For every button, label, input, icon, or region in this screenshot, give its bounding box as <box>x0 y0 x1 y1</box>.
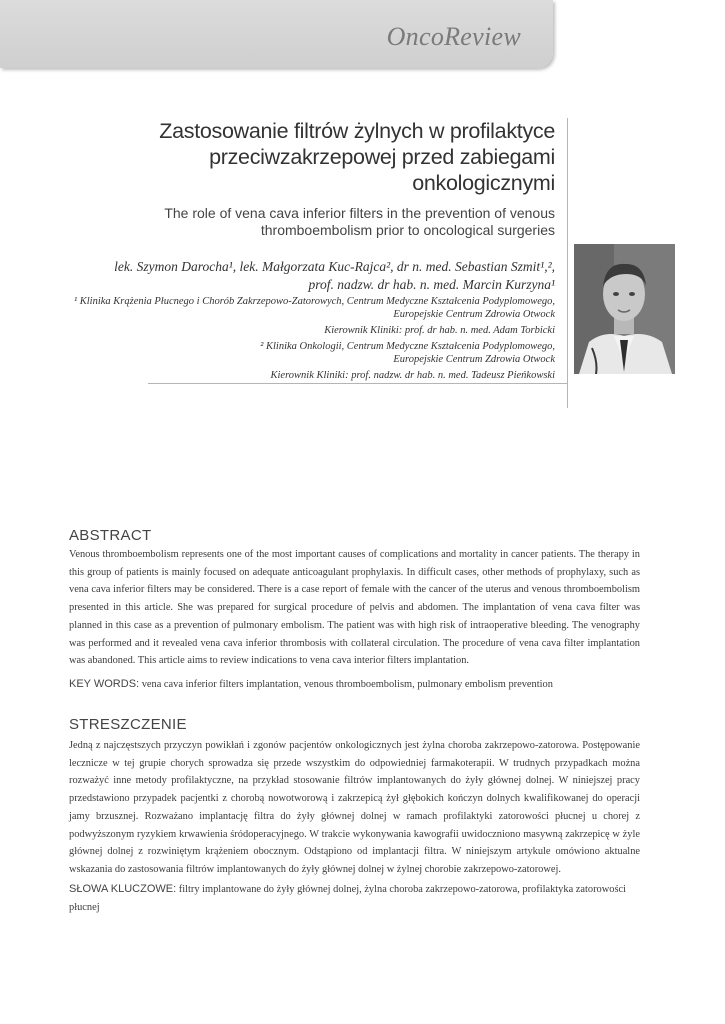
journal-header-band <box>0 0 553 68</box>
affiliation-line: Europejskie Centrum Zdrowia Otwock <box>393 308 555 320</box>
title-en-line: thromboembolism prior to oncological surgeries <box>260 222 555 238</box>
abstract-text: Venous thromboembolism represents one of the most important causes of complications and mortality in cancer patients. The therapy in this group of patients is mainly focused on adequate anticoagulant prophylaxis. In difficult cases, other methods of prophylaxy, such as vena cava inferior filters may be considered. There is a case report of female with the cancer of the uterus and venous thromboembolism presented in this article. She was prepared for surgical procedure of pelvis and abdomen. The implantation of vena cava filter was planned in this case as a prevention of pulmonary embolism. The patient was with high risk of intraoperative bleeding. The venography was performed and it revealed vena cava inferior thrombosis with collateral circulation. The procedure of vena cava filter implantation was abandoned. This article aims to review indications to vena cava interior filters implantation. <box>69 549 640 667</box>
affiliation-1 <box>20 296 555 338</box>
vertical-divider <box>567 118 568 408</box>
title-pl-line: Zastosowanie filtrów żylnych w profilaktyce <box>159 119 555 143</box>
author-portrait-image <box>574 244 675 374</box>
affiliation-line: Europejskie Centrum Zdrowia Otwock <box>393 353 555 365</box>
streszczenie-keywords <box>69 881 640 916</box>
author-line: lek. Szymon Darocha¹, lek. Małgorzata Kuc-Rajca², dr n. med. Sebastian Szmit¹,², <box>114 259 555 274</box>
affiliation-line: Kierownik Kliniki: prof. dr hab. n. med. Adam Torbicki <box>324 325 555 336</box>
title-en-line: The role of vena cava inferior filters in the prevention of venous <box>164 205 555 221</box>
journal-name: OncoReview <box>386 22 521 51</box>
abstract-keywords <box>69 676 640 694</box>
title-pl-line: onkologicznymi <box>412 171 555 195</box>
author-line: prof. nadzw. dr hab. n. med. Marcin Kurzyna¹ <box>308 277 555 292</box>
keywords-label: KEY WORDS: <box>69 678 140 690</box>
horizontal-divider <box>148 383 567 384</box>
affiliation-line: ² Klinika Onkologii, Centrum Medyczne Kształcenia Podyplomowego, <box>260 341 555 352</box>
affiliation-2 <box>20 341 555 383</box>
title-pl-line: przeciwzakrzepowej przed zabiegami <box>209 145 555 169</box>
author-list <box>40 258 555 294</box>
article-title-en <box>120 205 555 239</box>
author-photo <box>574 244 675 374</box>
keywords-label: SŁOWA KLUCZOWE: <box>69 883 177 895</box>
keywords-text: vena cava inferior filters implantation, venous thromboembolism, pulmonary embolism prevention <box>139 679 553 690</box>
article-title-pl <box>60 118 555 196</box>
streszczenie-text: Jedną z najczęstszych przyczyn powikłań i zgonów pacjentów onkologicznych jest żylna choroba zakrzepowo-zatorowa. Postępowanie lecznicze w tej grupie chorych sprowadza się przede wszystkim do odpowiedniej farmakoterapii. W trudnych przypadkach można rozważyć inne metody profilaktyczne, na przykład stosowanie filtrów implantowanych do żyły głównej dolnej. W niniejszej pracy przedstawiono przypadek pacjentki z chorobą nowotworową i zakrzepicą żył głębokich kończyn dolnych kwalifikowanej do operacji jamy brzusznej. Rozważano implantację filtra do żyły głównej dolnej w ramach profilaktyki zatorowości płucnej u chorej z podwyższonym ryzykiem krwawienia śródoperacyjnego. W trakcie wykonywania kawografii uwidoczniono masywną zakrzepicę w żyle głównej dolnej z rozwiniętym krążeniem obocznym. Odstąpiono od implantacji filtra. W niniejszym artykule omówiono aktualne wskazania do zastosowania filtrów implantowanych do żyły głównej dolnej w żylnej chorobie zakrzepowo-zatorowej. <box>69 740 640 875</box>
affiliation-line: ¹ Klinika Krążenia Płucnego i Chorób Zakrzepowo-Zatorowych, Centrum Medyczne Kształcenia Podyplomowego, <box>73 296 555 307</box>
affiliation-line: Kierownik Kliniki: prof. nadzw. dr hab. n. med. Tadeusz Pieńkowski <box>270 370 555 381</box>
streszczenie-heading: STRESZCZENIE <box>69 716 187 733</box>
keywords-text: filtry implantowane do żyły głównej dolnej, żylna choroba zakrzepowo-zatorowa, profilaktyka zatorowości płucnej <box>69 884 626 913</box>
abstract-heading: ABSTRACT <box>69 527 152 544</box>
